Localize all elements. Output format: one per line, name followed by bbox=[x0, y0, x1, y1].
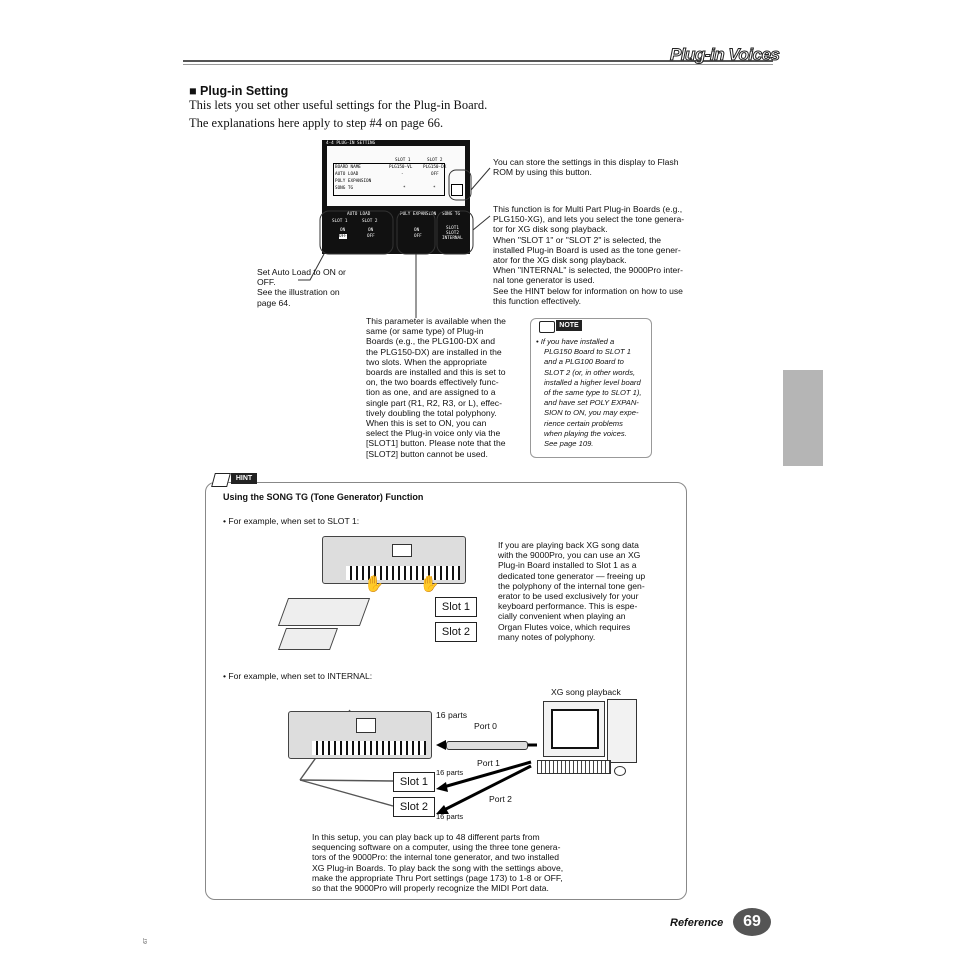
lcd-on: ON bbox=[368, 228, 374, 233]
monitor-screen bbox=[551, 709, 599, 749]
poly-callout: This parameter is available when the same (or same type) of Plug-in Boards (e.g., the PLG100-DX and the PLG150-DX) are installed in the two slots. When the appropriate boards are installed and this is set to on, the two boards effectively func- tion as one, and are assigned to a single part (R1, R2, R3, or L), effec- tively doubling the total polyphony. When this is set to ON, you can select the Plug-in voice only via the [SLOT1] button. Please note that the [SLOT2] button cannot be used. bbox=[366, 316, 506, 459]
cable-illustration bbox=[446, 741, 528, 750]
slot2-label: Slot 2 bbox=[435, 622, 477, 642]
intro-line-1: This lets you set other useful settings for the Plug-in Board. bbox=[189, 98, 488, 112]
keyboard-display bbox=[392, 544, 412, 557]
slot1-label-2: Slot 1 bbox=[393, 772, 435, 792]
lcd-on: ON bbox=[340, 228, 346, 233]
lcd-row-value: PLG150-VL bbox=[389, 165, 413, 170]
hint-title: Using the SONG TG (Tone Generator) Function bbox=[223, 492, 424, 502]
section-tab bbox=[783, 370, 823, 466]
auto-load-callout: Set Auto Load to ON or OFF. See the illustration on page 64. bbox=[257, 267, 346, 308]
computer-tower bbox=[607, 699, 637, 763]
lcd-col2: SLOT 2 bbox=[427, 158, 443, 163]
song-tg-callout: This function is for Multi Part Plug-in Boards (e.g., PLG150-XG), and lets you select the tone genera- tor for XG disk song playback. When "SLOT 1" or "SLOT 2" is selected, the installed Plug-in Board is used as the tone gener- ator for the XG disk song playback. When "INTERNAL" is selected, the 9000Pro inter- nal tone generator is used. See the HINT below for information on how to use this function effectively. bbox=[493, 204, 685, 306]
lcd-row-label: BOARD NAME bbox=[335, 165, 361, 170]
slot2-label-2: Slot 2 bbox=[393, 797, 435, 817]
parts-label-2: 16 parts bbox=[436, 812, 464, 821]
xg-playback-label: XG song playback bbox=[551, 687, 621, 697]
lcd-off: OFF bbox=[339, 234, 347, 239]
mouse-icon bbox=[614, 766, 626, 776]
lcd-song-tg: SONG TG bbox=[442, 212, 461, 217]
lcd-col1: SLOT 1 bbox=[395, 158, 411, 163]
keyboard-keys-2 bbox=[312, 741, 426, 755]
lcd-slot1: SLOT 1 bbox=[332, 219, 348, 224]
lcd-row-value: - bbox=[401, 172, 404, 177]
hands-icon: ✋ ✋ bbox=[364, 576, 440, 593]
port0-label: Port 0 bbox=[474, 721, 497, 731]
computer-keyboard bbox=[537, 760, 611, 774]
note-label: NOTE bbox=[556, 320, 582, 331]
lcd-auto-load: AUTO LOAD bbox=[347, 212, 371, 217]
note-text: • If you have installed a PLG150 Board to SLOT 1 and a PLG100 Board to SLOT 2 (or, in other words, installed a higher level board of the same type to SLOT 1), and have set POLY EXPAN- SION to ON, you may expe- rience certain problems when playing the voices. See page 109. bbox=[536, 337, 642, 449]
lcd-off: OFF bbox=[367, 234, 375, 239]
lcd-row-value: * bbox=[403, 186, 406, 191]
section-heading: ■ Plug-in Setting bbox=[189, 84, 289, 98]
disk-illustration bbox=[278, 628, 338, 650]
page-title: Plug-in Voices bbox=[670, 45, 780, 64]
port2-label: Port 2 bbox=[489, 794, 512, 804]
lcd-row-label: POLY EXPANSION bbox=[335, 179, 372, 184]
page-number: 69 bbox=[733, 908, 771, 936]
footer-section: Reference bbox=[670, 917, 724, 929]
lcd-tg-opt: SLOT1 bbox=[446, 226, 459, 231]
keyboard-display-2 bbox=[356, 718, 376, 733]
lcd-poly: POLY EXPANSION bbox=[400, 212, 437, 217]
lcd-row-label: SONG TG bbox=[335, 186, 354, 191]
hint-example-1: • For example, when set to SLOT 1: bbox=[223, 516, 360, 526]
hint-bottom-text: In this setup, you can play back up to 48 different parts from sequencing software on a computer, using the three tone genera- tors of the 9000Pro: the internal tone generator, and two installed XG Plug-in Boards. To play back the song with the settings above, make the appropriate Thru Port settings (page 173) to 1-8 or OFF, so that the 9000Pro will properly recognize the MIDI Port data. bbox=[312, 832, 564, 894]
hint-example-1-text: If you are playing back XG song data with the 9000Pro, you can use an XG Plug-in Board installed to Slot 1 as a dedicated tone generator — freeing up the polyphony of the internal tone gen- erator to be used exclusively for your keyboard performance. This is espe- cially convenient when playing an Organ Flutes voice, which requires many notes of polyphony. bbox=[498, 540, 646, 642]
parts-label-0: 16 parts bbox=[436, 710, 468, 720]
margin-mark: 67 bbox=[142, 938, 149, 944]
parts-label-1: 16 parts bbox=[436, 768, 464, 777]
lcd-row-label: AUTO LOAD bbox=[335, 172, 359, 177]
lcd-row-value: OFF bbox=[431, 172, 439, 177]
slot1-label: Slot 1 bbox=[435, 597, 477, 617]
lcd-title: 4-4 PLUG-IN SETTING bbox=[326, 141, 376, 146]
lcd-poly-on: ON bbox=[414, 228, 420, 233]
lcd-row-value: * bbox=[433, 186, 436, 191]
lcd-tg-opt: SLOT2 bbox=[446, 231, 459, 236]
hint-example-2: • For example, when set to INTERNAL: bbox=[223, 671, 373, 681]
port1-label: Port 1 bbox=[477, 758, 500, 768]
plug-in-board-illustration bbox=[278, 598, 370, 626]
intro-line-2: The explanations here apply to step #4 on page 66. bbox=[189, 116, 444, 130]
note-icon bbox=[539, 321, 555, 333]
lcd-row-value: PLG150-DX bbox=[423, 165, 447, 170]
hint-label: HINT bbox=[231, 473, 257, 484]
store-callout: You can store the settings in this display to Flash ROM by using this button. bbox=[493, 157, 679, 178]
lcd-tg-opt: INTERNAL bbox=[442, 236, 463, 241]
lcd-slot2: SLOT 2 bbox=[362, 219, 378, 224]
lcd-poly-off: OFF bbox=[414, 234, 422, 239]
